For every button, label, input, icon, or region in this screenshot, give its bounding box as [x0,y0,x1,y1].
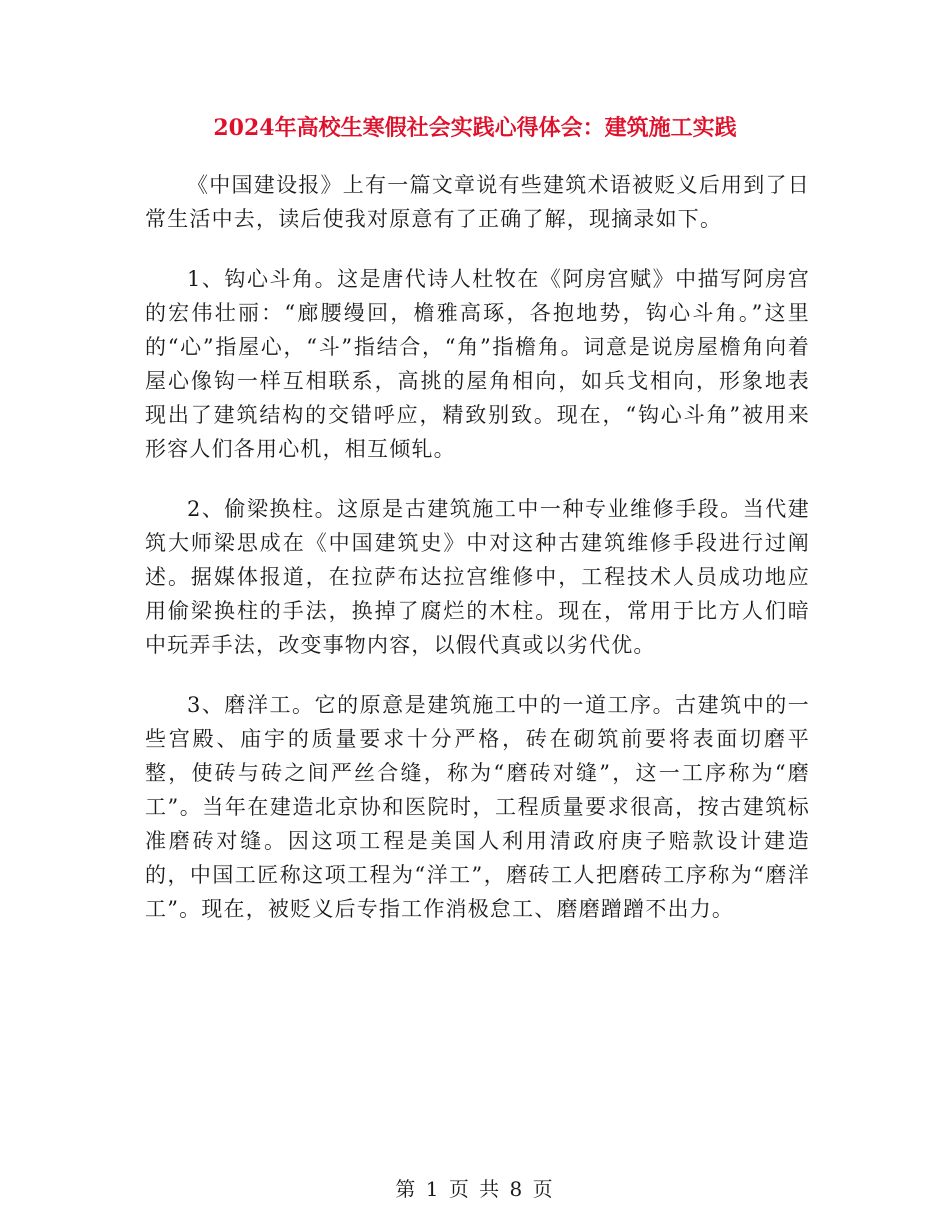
paragraph-2: 2、偷梁换柱。这原是古建筑施工中一种专业维修手段。当代建筑大师梁思成在《中国建筑史》中对这种古建筑维修手段进行过阐述。据媒体报道，在拉萨布达拉宫维修中，工程技术人员成功地应用偷梁换柱的手法，换掉了腐烂的木柱。现在，常用于比方人们暗中玩弄手法，改变事物内容，以假代真或以劣代优。 [145,497,810,657]
document-body [145,168,810,952]
page-footer: 第 1 页 共 8 页 [395,1177,555,1201]
intro-paragraph: 《中国建设报》上有一篇文章说有些建筑术语被贬义后用到了日常生活中去，读后使我对原意有了正确了解，现摘录如下。 [145,173,810,231]
paragraph-3: 3、磨洋工。它的原意是建筑施工中的一道工序。古建筑中的一些宫殿、庙宇的质量要求十分严格，砖在砌筑前要将表面切磨平整，使砖与砖之间严丝合缝，称为“磨砖对缝”，这一工序称为“磨工”。当年在建造北京协和医院时，工程质量要求很高，按古建筑标准磨砖对缝。因这项工程是美国人利用清政府庚子赔款设计建造的，中国工匠称这项工程为“洋工”，磨砖工人把磨砖工序称为“磨洋工”。现在，被贬义后专指工作消极怠工、磨磨蹭蹭不出力。 [145,693,810,921]
document-title: 2024年高校生寒假社会实践心得体会：建筑施工实践 [213,115,737,141]
paragraph-1: 1、钩心斗角。这是唐代诗人杜牧在《阿房宫赋》中描写阿房宫的宏伟壮丽：“廊腰缦回，檐雅高琢，各抱地势，钩心斗角。”这里的“心”指屋心，“斗”指结合，“角”指檐角。词意是说房屋檐角向着屋心像钩一样互相联系，高挑的屋角相向，如兵戈相向，形象地表现出了建筑结构的交错呼应，精致别致。现在，“钩心斗角”被用来形容人们各用心机，相互倾轧。 [145,267,810,461]
